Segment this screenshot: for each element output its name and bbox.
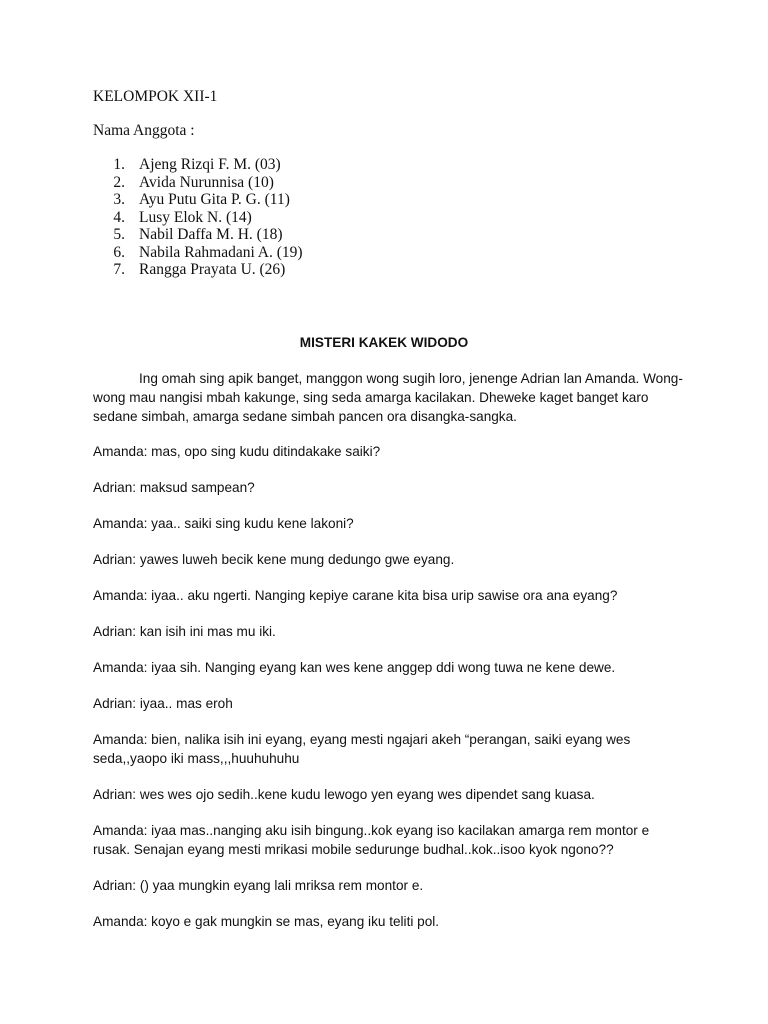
list-item: [93, 244, 303, 262]
dialogue-line: Amanda: yaa.. saiki sing kudu kene lakoni?: [93, 516, 354, 531]
member-name: Rangga Prayata U. (26): [139, 261, 286, 278]
member-name: Nabil Daffa M. H. (18): [139, 226, 283, 243]
list-item: [93, 209, 303, 227]
dialogue-line: Amanda: iyaa sih. Nanging eyang kan wes kene anggep ddi wong tuwa ne kene dewe.: [93, 660, 616, 675]
dialogue-line: Adrian: iyaa.. mas eroh: [93, 696, 233, 711]
story-body: [93, 369, 683, 948]
dialogue-line: Amanda: iyaa.. aku ngerti. Nanging kepiye carane kita bisa urip sawise ora ana eyang?: [93, 588, 618, 603]
member-list: [93, 156, 303, 279]
list-item: [93, 226, 303, 244]
list-number: 3.: [113, 191, 125, 208]
member-name: Avida Nurunnisa (10): [139, 173, 274, 191]
list-number: 7.: [113, 261, 125, 278]
member-name: Ayu Putu Gita P. G. (11): [139, 191, 290, 208]
dialogue-line: Adrian: yawes luweh becik kene mung dedungo gwe eyang.: [93, 552, 455, 567]
dialogue-line: Amanda: koyo e gak mungkin se mas, eyang iku teliti pol.: [93, 914, 440, 929]
dialogue-line: Amanda: iyaa mas..nanging aku isih bingung..kok eyang iso kacilakan amarga rem montor e rusak. Senajan eyang mesti mrikasi mobile sedurunge budhal..kok..isoo kyok ngono??: [93, 823, 650, 857]
dialogue-line: Amanda: mas, opo sing kudu ditindakake saiki?: [93, 444, 381, 459]
dialogue-line: Amanda: bien, nalika isih ini eyang, eyang mesti ngajari akeh “perangan, saiki eyang wes seda,,yaopo iki mass,,,huuhuhuhu: [93, 732, 631, 766]
story-title: MISTERI KAKEK WIDODO: [299, 335, 469, 350]
member-name: Nabila Rahmadani A. (19): [139, 243, 303, 261]
list-item: [93, 156, 303, 174]
dialogue-line: Adrian: wes wes ojo sedih..kene kudu lewogo yen eyang wes dipendet sang kuasa.: [93, 787, 595, 802]
list-item: [93, 174, 303, 192]
list-number: 4.: [113, 208, 125, 226]
list-number: 6.: [113, 243, 125, 261]
dialogue-line: Adrian: () yaa mungkin eyang lali mriksa rem montor e.: [93, 878, 424, 893]
list-number: 1.: [113, 156, 125, 173]
dialogue-line: Adrian: maksud sampean?: [93, 480, 255, 495]
member-name: Lusy Elok N. (14): [139, 208, 252, 226]
intro-paragraph: Ing omah sing apik banget, manggon wong sugih loro, jenenge Adrian lan Amanda. Wong-wong mau nangisi mbah kakunge, sing seda amarga kacilakan. Dheweke kaget banget karo sedane simbah, amarga sedane simbah pancen ora disangka-sangka.: [93, 371, 683, 424]
member-name: Ajeng Rizqi F. M. (03): [139, 156, 281, 173]
list-number: 5.: [113, 226, 125, 243]
list-item: [93, 261, 303, 279]
list-number: 2.: [113, 173, 125, 191]
members-label: Nama Anggota :: [93, 122, 195, 139]
dialogue-line: Adrian: kan isih ini mas mu iki.: [93, 624, 276, 639]
list-item: [93, 191, 303, 209]
group-title: KELOMPOK XII-1: [93, 88, 218, 105]
